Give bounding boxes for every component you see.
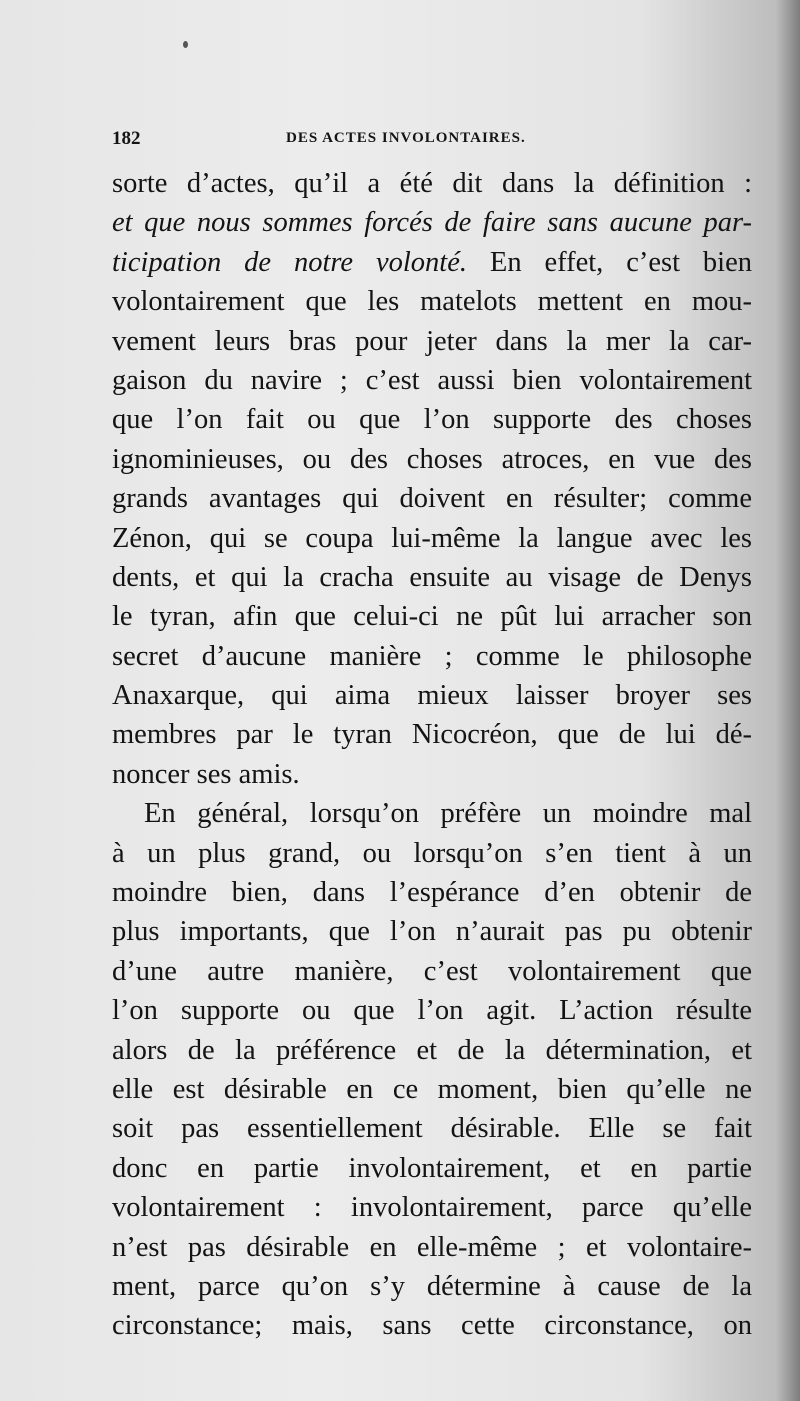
text-run: plus importants, que l’on n’aurait pas pu obtenir xyxy=(112,916,752,948)
text-line xyxy=(112,1188,752,1227)
text-run: Anaxarque, qui aima mieux laisser broyer ses xyxy=(112,680,752,712)
text-line xyxy=(112,1070,752,1109)
text-run: noncer ses amis. xyxy=(112,758,300,790)
page-number: 182 xyxy=(112,128,141,149)
text-run: volontairement : involontairement, parce qu’elle xyxy=(112,1192,752,1224)
text-run: que l’on fait ou que l’on supporte des choses xyxy=(112,404,752,436)
text-line xyxy=(112,361,752,400)
text-line xyxy=(112,1228,752,1267)
text-run: elle est désirable en ce moment, bien qu’elle ne xyxy=(112,1073,752,1105)
text-line xyxy=(112,164,752,203)
text-run: membres par le tyran Nicocréon, que de lui dé- xyxy=(112,719,752,751)
text-run: circonstance; mais, sans cette circonstance, on xyxy=(112,1310,752,1342)
text-run: ignominieuses, ou des choses atroces, en vue des xyxy=(112,443,752,475)
text-run: moindre bien, dans l’espérance d’en obtenir de xyxy=(112,877,752,909)
text-run: En général, lorsqu’on préfère un moindre mal xyxy=(144,798,752,830)
text-run: ment, parce qu’on s’y détermine à cause de la xyxy=(112,1270,752,1302)
text-line xyxy=(112,834,752,873)
page-header xyxy=(112,128,752,158)
text-line xyxy=(112,1031,752,1070)
text-line xyxy=(112,755,752,794)
text-run: grands avantages qui doivent en résulter; comme xyxy=(112,483,752,515)
text-run: Zénon, qui se coupa lui-même la langue avec les xyxy=(112,522,752,554)
text-run: sorte d’actes, qu’il a été dit dans la définition : xyxy=(112,168,752,199)
text-line xyxy=(112,991,752,1030)
text-line xyxy=(112,1149,752,1188)
italic-text-run: ticipation de notre volonté. xyxy=(112,246,467,278)
text-line xyxy=(112,243,752,282)
text-run: En effet, c’est bien xyxy=(467,246,752,278)
text-line xyxy=(112,794,752,833)
text-run: alors de la préférence et de la détermination, et xyxy=(112,1034,752,1066)
text-run: soit pas essentiellement désirable. Elle se fait xyxy=(112,1113,752,1145)
text-run: secret d’aucune manière ; comme le philosophe xyxy=(112,640,752,672)
text-line xyxy=(112,322,752,361)
text-line xyxy=(112,715,752,754)
text-line xyxy=(112,1109,752,1148)
ink-speck xyxy=(183,41,188,48)
text-run: vement leurs bras pour jeter dans la mer la car- xyxy=(112,325,752,357)
text-line xyxy=(112,1306,752,1345)
text-line xyxy=(112,400,752,439)
text-line xyxy=(112,873,752,912)
text-run: volontairement que les matelots mettent en mou- xyxy=(112,286,752,318)
text-line xyxy=(112,952,752,991)
body-text xyxy=(112,164,752,1346)
italic-text-run: et que nous sommes forcés de faire sans aucune par- xyxy=(112,207,752,239)
text-run: n’est pas désirable en elle-même ; et volontaire- xyxy=(112,1231,752,1263)
text-line xyxy=(112,1267,752,1306)
text-line xyxy=(112,519,752,558)
text-run: le tyran, afin que celui-ci ne pût lui arracher son xyxy=(112,601,752,633)
text-line xyxy=(112,597,752,636)
text-line xyxy=(112,912,752,951)
text-line xyxy=(112,203,752,242)
text-run: gaison du navire ; c’est aussi bien volontairement xyxy=(112,364,752,396)
text-run: donc en partie involontairement, et en partie xyxy=(112,1152,752,1184)
text-line xyxy=(112,282,752,321)
text-line xyxy=(112,676,752,715)
text-line xyxy=(112,637,752,676)
text-run: dents, et qui la cracha ensuite au visage de Denys xyxy=(112,561,752,593)
text-line xyxy=(112,440,752,479)
text-line xyxy=(112,479,752,518)
running-title: DES ACTES INVOLONTAIRES. xyxy=(286,130,526,146)
text-line xyxy=(112,558,752,597)
text-run: l’on supporte ou que l’on agit. L’action résulte xyxy=(112,995,752,1027)
text-run: à un plus grand, ou lorsqu’on s’en tient à un xyxy=(112,837,752,869)
text-run: d’une autre manière, c’est volontairement que xyxy=(112,955,752,987)
